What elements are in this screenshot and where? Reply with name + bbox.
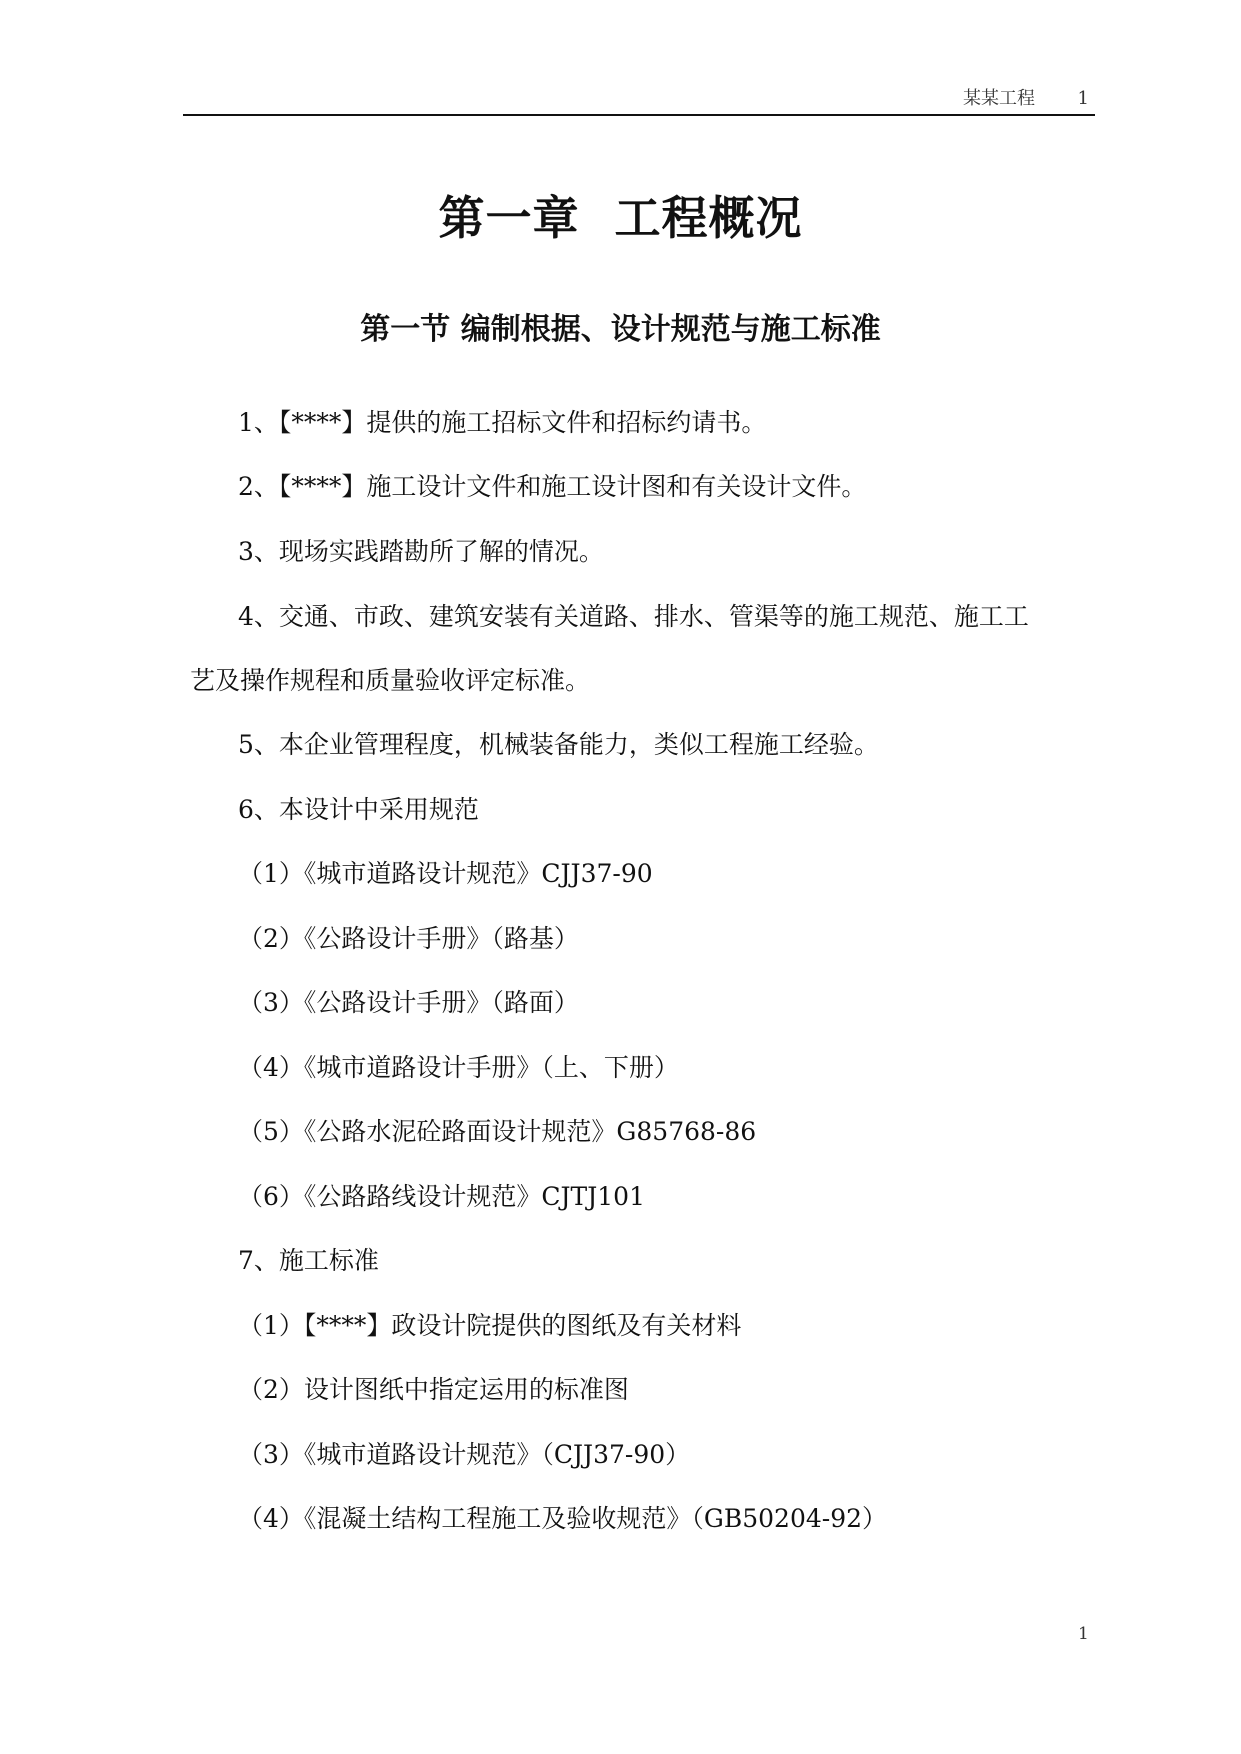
body-line: （3）《公路设计手册》（路面） xyxy=(238,988,579,1017)
body-line: 2、【****】施工设计文件和施工设计图和有关设计文件。 xyxy=(238,472,867,501)
header-title: 某某工程 xyxy=(963,88,1035,109)
section-title: 第一节 编制根据、设计规范与施工标准 xyxy=(360,312,881,347)
body-line: （6）《公路路线设计规范》CJTJ101 xyxy=(238,1182,645,1211)
chapter-title: 第一章 工程概况 xyxy=(438,191,803,245)
body-line: 1、【****】提供的施工招标文件和招标约请书。 xyxy=(238,408,767,437)
body-line: （2）设计图纸中指定运用的标准图 xyxy=(238,1375,629,1404)
body-line: （5）《公路水泥砼路面设计规范》G85768-86 xyxy=(238,1117,757,1146)
body-line: （4）《城市道路设计手册》（上、下册） xyxy=(238,1053,679,1082)
body-line: （1）【****】政设计院提供的图纸及有关材料 xyxy=(238,1311,742,1340)
page-header xyxy=(183,84,1095,116)
body-line: 5、本企业管理程度，机械装备能力，类似工程施工经验。 xyxy=(238,730,879,759)
body-line: 7、施工标准 xyxy=(238,1246,379,1275)
body-line: （3）《城市道路设计规范》（CJJ37-90） xyxy=(238,1440,691,1469)
header-page-number: 1 xyxy=(1077,88,1089,109)
body-line: 6、本设计中采用规范 xyxy=(238,795,479,824)
body-line: （4）《混凝土结构工程施工及验收规范》（GB50204-92） xyxy=(238,1504,888,1533)
footer-page-number: 1 xyxy=(1078,1624,1089,1644)
body-line: （1）《城市道路设计规范》CJJ37-90 xyxy=(238,859,653,888)
body-line: 艺及操作规程和质量验收评定标准。 xyxy=(190,666,591,695)
body-line: 3、现场实践踏勘所了解的情况。 xyxy=(238,537,604,566)
body-line: 4、交通、市政、建筑安装有关道路、排水、管渠等的施工规范、施工工 xyxy=(238,602,1029,631)
body-line: （2）《公路设计手册》（路基） xyxy=(238,924,579,953)
